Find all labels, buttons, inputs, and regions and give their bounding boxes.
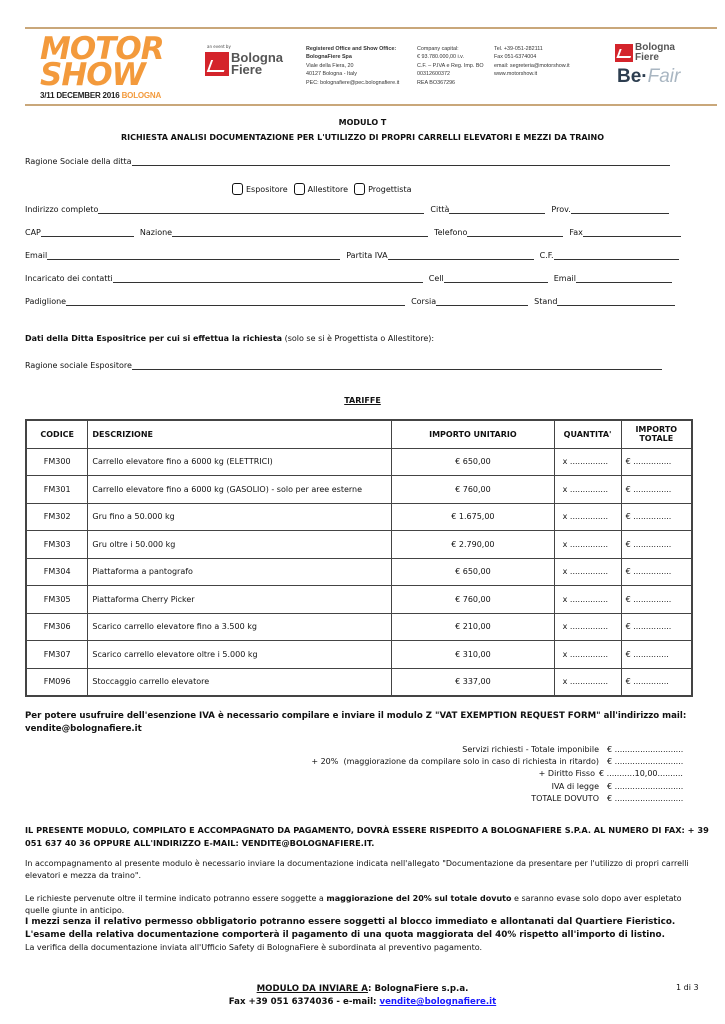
contact-info: [494, 45, 570, 79]
padiglione-field[interactable]: [25, 297, 411, 306]
cell-qty-input[interactable]: x ...............: [554, 503, 621, 531]
form-title: RICHIESTA ANALISI DOCUMENTAZIONE PER L'UTILIZZO DI PROPRI CARRELLI ELEVATORI E MEZZI DA TRAINO: [120, 133, 605, 142]
cf-field[interactable]: [540, 251, 685, 260]
cell-total-input[interactable]: € ...............: [621, 476, 692, 504]
telefono-input[interactable]: [467, 228, 563, 237]
cell-unit-price: € 210,00: [392, 613, 554, 641]
bolognafiere-word1-small: Bologna: [635, 42, 675, 53]
diritto-fisso-label: + Diritto Fisso: [538, 769, 595, 779]
prov-label: Prov.: [551, 205, 571, 214]
cell-qty-input[interactable]: x ...............: [554, 448, 621, 476]
stand-label: Stand: [534, 297, 558, 306]
corsia-input[interactable]: [436, 297, 528, 306]
cell-unit-price: € 2.790,00: [392, 531, 554, 559]
exhibitor-section-title: Dati della Ditta Espositrice per cui si effettua la richiesta: [25, 334, 283, 343]
table-row: [26, 531, 692, 559]
row-incaricato: [25, 274, 678, 283]
header-top-rule: [25, 27, 717, 29]
late-note-pre: Le richieste pervenute oltre il termine indicato potranno essere soggette a: [25, 894, 327, 903]
cell-total-input[interactable]: € ...............: [621, 586, 692, 614]
stand-field[interactable]: [534, 297, 681, 306]
email-field[interactable]: [25, 251, 346, 260]
cell-desc: Gru oltre i 50.000 kg: [88, 531, 392, 559]
cell-desc: Piattaforma a pantografo: [88, 558, 392, 586]
corsia-field[interactable]: [411, 297, 534, 306]
totale-dovuto-label: TOTALE DOVUTO: [531, 793, 599, 803]
table-row: [26, 503, 692, 531]
motorshow-logo: [40, 31, 175, 100]
office-street: Viale della Fiera, 20: [306, 62, 354, 69]
footer-email-link[interactable]: vendite@bolognafiere.it: [379, 997, 497, 1007]
cell-code: FM096: [26, 668, 88, 696]
late-note-bold: maggiorazione del 20% sul totale dovuto: [326, 894, 512, 903]
cap-label: CAP: [25, 228, 41, 237]
cell-label: Cell: [428, 274, 444, 283]
padiglione-label: Padiglione: [25, 297, 67, 306]
cell-qty-input[interactable]: x ...............: [554, 476, 621, 504]
footer-send-to: [0, 983, 725, 996]
office-info: [306, 45, 399, 87]
motorshow-dates: [40, 91, 175, 100]
col-descrizione: DESCRIZIONE: [88, 420, 392, 448]
indirizzo-field[interactable]: [25, 205, 430, 214]
cell-desc: Stoccaggio carrello elevatore: [88, 668, 392, 696]
checkbox-allestitore-label: Allestitore: [307, 184, 349, 194]
incaricato-input[interactable]: [113, 274, 423, 283]
iva-label: IVA di legge: [551, 781, 599, 791]
partita-iva-field[interactable]: [346, 251, 539, 260]
footer-contact: [0, 996, 725, 1009]
cell-unit-price: € 1.675,00: [392, 503, 554, 531]
company-cf-label: C.F. – P.IVA e Reg. Imp. BO: [417, 62, 484, 69]
office-city: 40127 Bologna - Italy: [306, 71, 357, 78]
diritto-fisso-value: € ...........10,00..........: [599, 769, 683, 779]
cell-code: FM304: [26, 558, 88, 586]
checkbox-espositore[interactable]: [232, 183, 288, 195]
cell-qty-input[interactable]: x ...............: [554, 613, 621, 641]
cell-qty-input[interactable]: x ...............: [554, 558, 621, 586]
block-warning-text: I mezzi senza il relativo permesso obbligatorio potranno essere soggetti al blocco immediato e allontanati dal Quartiere Fieristico. L'esame della relativa documentazione comporterà il pagamento di una quota maggiorata del 40% rispetto all'importo di listino.: [25, 917, 676, 940]
cell-code: FM300: [26, 448, 88, 476]
cell-unit-price: € 650,00: [392, 448, 554, 476]
cell-desc: Carrello elevatore fino a 6000 kg (ELETTRICI): [88, 448, 392, 476]
totale-dovuto-input[interactable]: € ...........................: [607, 793, 684, 803]
exhibitor-section-heading: [25, 334, 434, 343]
befair-fair: Fair: [647, 66, 681, 87]
cell-desc: Gru fino a 50.000 kg: [88, 503, 392, 531]
cell-total-input[interactable]: € ...............: [621, 613, 692, 641]
totale-dovuto-row: [311, 793, 693, 805]
table-row: [26, 668, 692, 696]
cell-code: FM306: [26, 613, 88, 641]
table-row: [26, 586, 692, 614]
ragione-espositore-label: Ragione sociale Espositore: [25, 361, 132, 370]
header-bottom-rule: [25, 104, 717, 106]
cell-qty-input[interactable]: x ...............: [554, 586, 621, 614]
form-code-title: MODULO T: [338, 118, 387, 127]
bolognafiere-wordmark: [231, 52, 283, 77]
bolognafiere-wordmark-small: [635, 43, 675, 62]
maggiorazione-label: + 20% (maggiorazione da compilare solo in caso di richiesta in ritardo): [311, 757, 599, 767]
row-email: [25, 251, 685, 260]
diritto-fisso-row: [311, 768, 693, 780]
iva-input[interactable]: € ...........................: [607, 781, 684, 791]
company-info: [417, 45, 484, 87]
office-pec: PEC: bolognafiere@pec.bolognafiere.it: [306, 79, 400, 86]
row-padiglione: [25, 297, 681, 306]
page-number: 1 di 3: [676, 983, 699, 992]
indirizzo-label: Indirizzo completo: [25, 205, 99, 214]
prov-input[interactable]: [571, 205, 669, 214]
table-row: [26, 641, 692, 669]
footer-fax: Fax +39 051 6374036 - e-mail:: [228, 997, 380, 1007]
col-quantita: QUANTITA': [554, 420, 621, 448]
fax-field[interactable]: [569, 228, 687, 237]
cell-field[interactable]: [429, 274, 554, 283]
telefono-label: Telefono: [434, 228, 468, 237]
table-header-row: [26, 420, 692, 448]
exhibitor-section-note: (solo se si è Progettista o Allestitore):: [282, 334, 435, 343]
bolognafiere-logo-small: [615, 43, 675, 62]
company-rea: REA BO367296: [417, 79, 456, 86]
cell-total-input[interactable]: € ...............: [621, 503, 692, 531]
cell-total-input[interactable]: € ..............: [621, 641, 692, 669]
befair-be: Be·: [617, 66, 648, 87]
fax-label: Fax: [569, 228, 583, 237]
email-label: Email: [25, 251, 48, 260]
bolognafiere-logo: [205, 52, 283, 77]
cell-code: FM302: [26, 503, 88, 531]
checkbox-progettista[interactable]: [354, 183, 411, 195]
ragione-espositore-input[interactable]: [132, 361, 662, 370]
cell-total-input[interactable]: € ..............: [621, 668, 692, 696]
cell-unit-price: € 760,00: [392, 586, 554, 614]
checkbox-espositore-label: Espositore: [246, 184, 288, 194]
company-capital-label: Company capital:: [417, 46, 459, 52]
table-row: [26, 476, 692, 504]
email2-field[interactable]: [554, 274, 678, 283]
ragione-sociale-field[interactable]: [25, 157, 676, 166]
cell-unit-price: € 760,00: [392, 476, 554, 504]
citta-input[interactable]: [449, 205, 545, 214]
table-row: [26, 558, 692, 586]
email-input[interactable]: [47, 251, 340, 260]
cell-code: FM301: [26, 476, 88, 504]
partita-iva-input[interactable]: [388, 251, 534, 260]
cell-qty-input[interactable]: x ...............: [554, 531, 621, 559]
late-request-note: [25, 893, 705, 916]
cell-desc: Scarico carrello elevatore oltre i 5.000 kg: [88, 641, 392, 669]
event-city: BOLOGNA: [121, 91, 162, 100]
row-ragione-espositore: [25, 361, 668, 370]
send-to-value: : BolognaFiere s.p.a.: [368, 984, 469, 994]
telefono-field[interactable]: [434, 228, 569, 237]
cell-code: FM305: [26, 586, 88, 614]
ragione-sociale-label: Ragione Sociale della ditta: [25, 157, 132, 166]
office-label: Registered Office and Show Office:: [306, 46, 397, 52]
cap-input[interactable]: [41, 228, 134, 237]
office-company: BolognaFiere Spa: [306, 54, 352, 61]
cell-code: FM303: [26, 531, 88, 559]
attachment-note: In accompagnamento al presente modulo è necessario inviare la documentazione indicata nell'allegato "Documentazione da presentare per l'utilizzo di propri carrelli elevatori e mezza da traino".: [25, 859, 689, 880]
ragione-sociale-input[interactable]: [132, 157, 670, 166]
table-row: [26, 613, 692, 641]
row-ragione-sociale: [25, 157, 676, 166]
maggiorazione-row: [311, 756, 693, 768]
nazione-input[interactable]: [172, 228, 428, 237]
contact-fax: Fax 051-6374004: [494, 54, 537, 61]
cell-total-input[interactable]: € ...............: [621, 531, 692, 559]
bolognafiere-word2: Fiere: [231, 62, 263, 78]
tariffe-heading: TARIFFE: [344, 396, 381, 405]
email2-label: Email: [553, 274, 576, 283]
nazione-label: Nazione: [139, 228, 173, 237]
cell-total-input[interactable]: € ...............: [621, 448, 692, 476]
contact-tel: Tel. +39-051-282111: [494, 46, 543, 52]
fax-input[interactable]: [583, 228, 681, 237]
citta-label: Città: [430, 205, 450, 214]
role-checkboxes: [232, 183, 418, 195]
total-imponibile-input[interactable]: € ...........................: [607, 745, 684, 754]
total-imponibile-row: [311, 744, 693, 756]
cap-field[interactable]: [25, 228, 140, 237]
cell-qty-input[interactable]: x ...............: [554, 641, 621, 669]
company-cf: 00312600372: [417, 71, 450, 78]
cell-unit-price: € 310,00: [392, 641, 554, 669]
checkbox-box-icon[interactable]: [232, 183, 243, 195]
incaricato-field[interactable]: [25, 274, 429, 283]
incaricato-label: Incaricato dei contatti: [25, 274, 113, 283]
nazione-field[interactable]: [140, 228, 434, 237]
col-importo-unitario: IMPORTO UNITARIO: [392, 420, 554, 448]
cell-unit-price: € 650,00: [392, 558, 554, 586]
cell-desc: Carrello elevatore fino a 6000 kg (GASOLIO) - solo per aree esterne: [88, 476, 392, 504]
padiglione-input[interactable]: [66, 297, 405, 306]
total-imponibile-label: Servizi richiesti - Totale imponibile: [462, 745, 599, 754]
checkbox-allestitore[interactable]: [294, 183, 348, 195]
block-warning: [25, 916, 705, 954]
row-indirizzo: [25, 205, 675, 214]
email2-input[interactable]: [576, 274, 672, 283]
vat-exemption-note: Per potere usufruire dell'esenzione IVA è necessario compilare e inviare il modulo Z "VAT EXEMPTION REQUEST FORM" all'indirizzo mail: vendite@bolognafiere.it: [25, 711, 687, 734]
partita-iva-label: Partita IVA: [346, 251, 388, 260]
citta-field[interactable]: [430, 205, 551, 214]
ragione-espositore-field[interactable]: [25, 361, 668, 370]
stand-input[interactable]: [557, 297, 675, 306]
totals-block: [311, 744, 693, 805]
cell-desc: Scarico carrello elevatore fino a 3.500 kg: [88, 613, 392, 641]
event-by-label: an event by: [207, 44, 231, 49]
cell-total-input[interactable]: € ...............: [621, 558, 692, 586]
bolognafiere-word2-small: Fiere: [635, 51, 659, 63]
company-capital: € 93.780.000,00 i.v.: [417, 54, 464, 61]
event-dates: 3/11 DECEMBER 2016: [40, 91, 120, 100]
submission-notice: IL PRESENTE MODULO, COMPILATO E ACCOMPAGNATO DA PAGAMENTO, DOVRÀ ESSERE RISPEDITO A BOLOGNAFIERE S.P.A. AL NUMERO DI FAX: + 39 051 637 40 36 OPPURE ALL'INDIRIZZO E-MAIL: VENDITE@BOLOGNAFIERE.IT.: [25, 825, 709, 848]
cf-input[interactable]: [554, 251, 679, 260]
bolognafiere-mark-icon: [205, 52, 229, 76]
motorshow-logo-line2: SHOW: [40, 57, 145, 93]
cell-code: FM307: [26, 641, 88, 669]
cell-input[interactable]: [444, 274, 548, 283]
col-codice: CODICE: [26, 420, 88, 448]
checkbox-box-icon[interactable]: [294, 183, 305, 195]
table-row: [26, 448, 692, 476]
corsia-label: Corsia: [411, 297, 437, 306]
tariffe-table: [25, 419, 693, 697]
befair-logo: [617, 66, 680, 88]
contact-website: www.motorshow.it: [494, 71, 538, 78]
contact-email: email: segreteria@motorshow.it: [494, 62, 570, 69]
footer: [0, 983, 725, 1009]
maggiorazione-input[interactable]: € ...........................: [607, 757, 684, 767]
cf-label: C.F.: [539, 251, 554, 260]
motorshow-logo-line1: MOTOR: [40, 31, 164, 67]
send-to-label: MODULO DA INVIARE A: [256, 984, 369, 994]
verification-note: La verifica della documentazione inviata all'Ufficio Safety di BolognaFiere è subordinata al preventivo pagamento.: [25, 943, 483, 952]
bolognafiere-mark-icon-small: [615, 44, 633, 62]
prov-field[interactable]: [551, 205, 674, 214]
cell-unit-price: € 337,00: [392, 668, 554, 696]
bolognafiere-word1: Bologna: [231, 50, 283, 65]
late-note-post: e saranno evase solo dopo aver espletato quelle giunte in anticipo.: [25, 894, 682, 915]
iva-row: [311, 781, 693, 793]
checkbox-box-icon[interactable]: [354, 183, 365, 195]
col-importo-totale: IMPORTO TOTALE: [621, 420, 692, 448]
cell-desc: Piattaforma Cherry Picker: [88, 586, 392, 614]
cell-qty-input[interactable]: x ...............: [554, 668, 621, 696]
row-cap: [25, 228, 687, 237]
indirizzo-input[interactable]: [98, 205, 424, 214]
checkbox-progettista-label: Progettista: [368, 184, 412, 194]
